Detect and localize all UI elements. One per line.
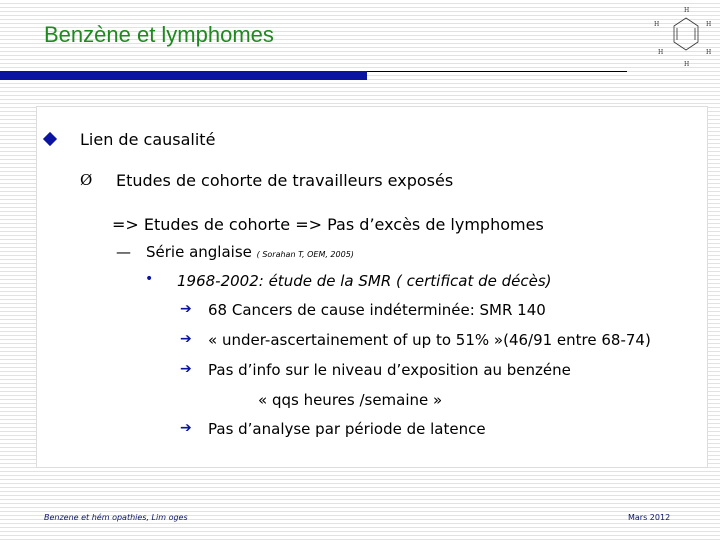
- serie-anglaise: [146, 243, 354, 261]
- footer-left: Benzene et hém opathies, Lim oges: [44, 513, 188, 522]
- dot-bullet-icon: •: [145, 271, 154, 287]
- svg-text:H: H: [706, 21, 712, 28]
- note-qqs-heures: « qqs heures /semaine »: [258, 391, 443, 409]
- title-underline-thick: [0, 71, 367, 80]
- arrowhead-bullet-icon: Ø: [80, 171, 93, 189]
- bullet-lien-causalite: Lien de causalité: [80, 130, 216, 149]
- conclusion-line: => Etudes de cohorte => Pas d’excès de lymphomes: [112, 215, 544, 234]
- study-description: 1968-2002: étude de la SMR ( certificat de décès): [177, 272, 552, 290]
- serie-label: Série anglaise: [146, 243, 252, 261]
- title-underline-thin: [367, 71, 627, 72]
- slide-title: Benzène et lymphomes: [44, 22, 274, 47]
- serie-reference: ( Sorahan T, OEM, 2005): [256, 250, 354, 259]
- arrow-icon: ➔: [180, 301, 192, 317]
- dash-bullet: —: [116, 243, 131, 261]
- point-under-ascertainement: « under-ascertainement of up to 51% »(46/91 entre 68-74): [208, 331, 651, 349]
- arrow-icon: ➔: [180, 361, 192, 377]
- svg-text:H: H: [684, 7, 690, 14]
- footer-date: Mars 2012: [628, 513, 671, 522]
- arrow-icon: ➔: [180, 420, 192, 436]
- arrow-icon: ➔: [180, 331, 192, 347]
- bullet-etudes-cohorte: Etudes de cohorte de travailleurs exposés: [116, 171, 454, 190]
- point-smr: 68 Cancers de cause indéterminée: SMR 140: [208, 301, 546, 319]
- svg-text:H: H: [684, 61, 690, 68]
- point-exposition: Pas d’info sur le niveau d’exposition au benzéne: [208, 361, 571, 379]
- svg-text:H: H: [654, 21, 660, 28]
- svg-text:H: H: [706, 49, 712, 56]
- svg-text:H: H: [658, 49, 664, 56]
- point-latence: Pas d’analyse par période de latence: [208, 420, 486, 438]
- benzene-molecule-icon: [652, 4, 712, 68]
